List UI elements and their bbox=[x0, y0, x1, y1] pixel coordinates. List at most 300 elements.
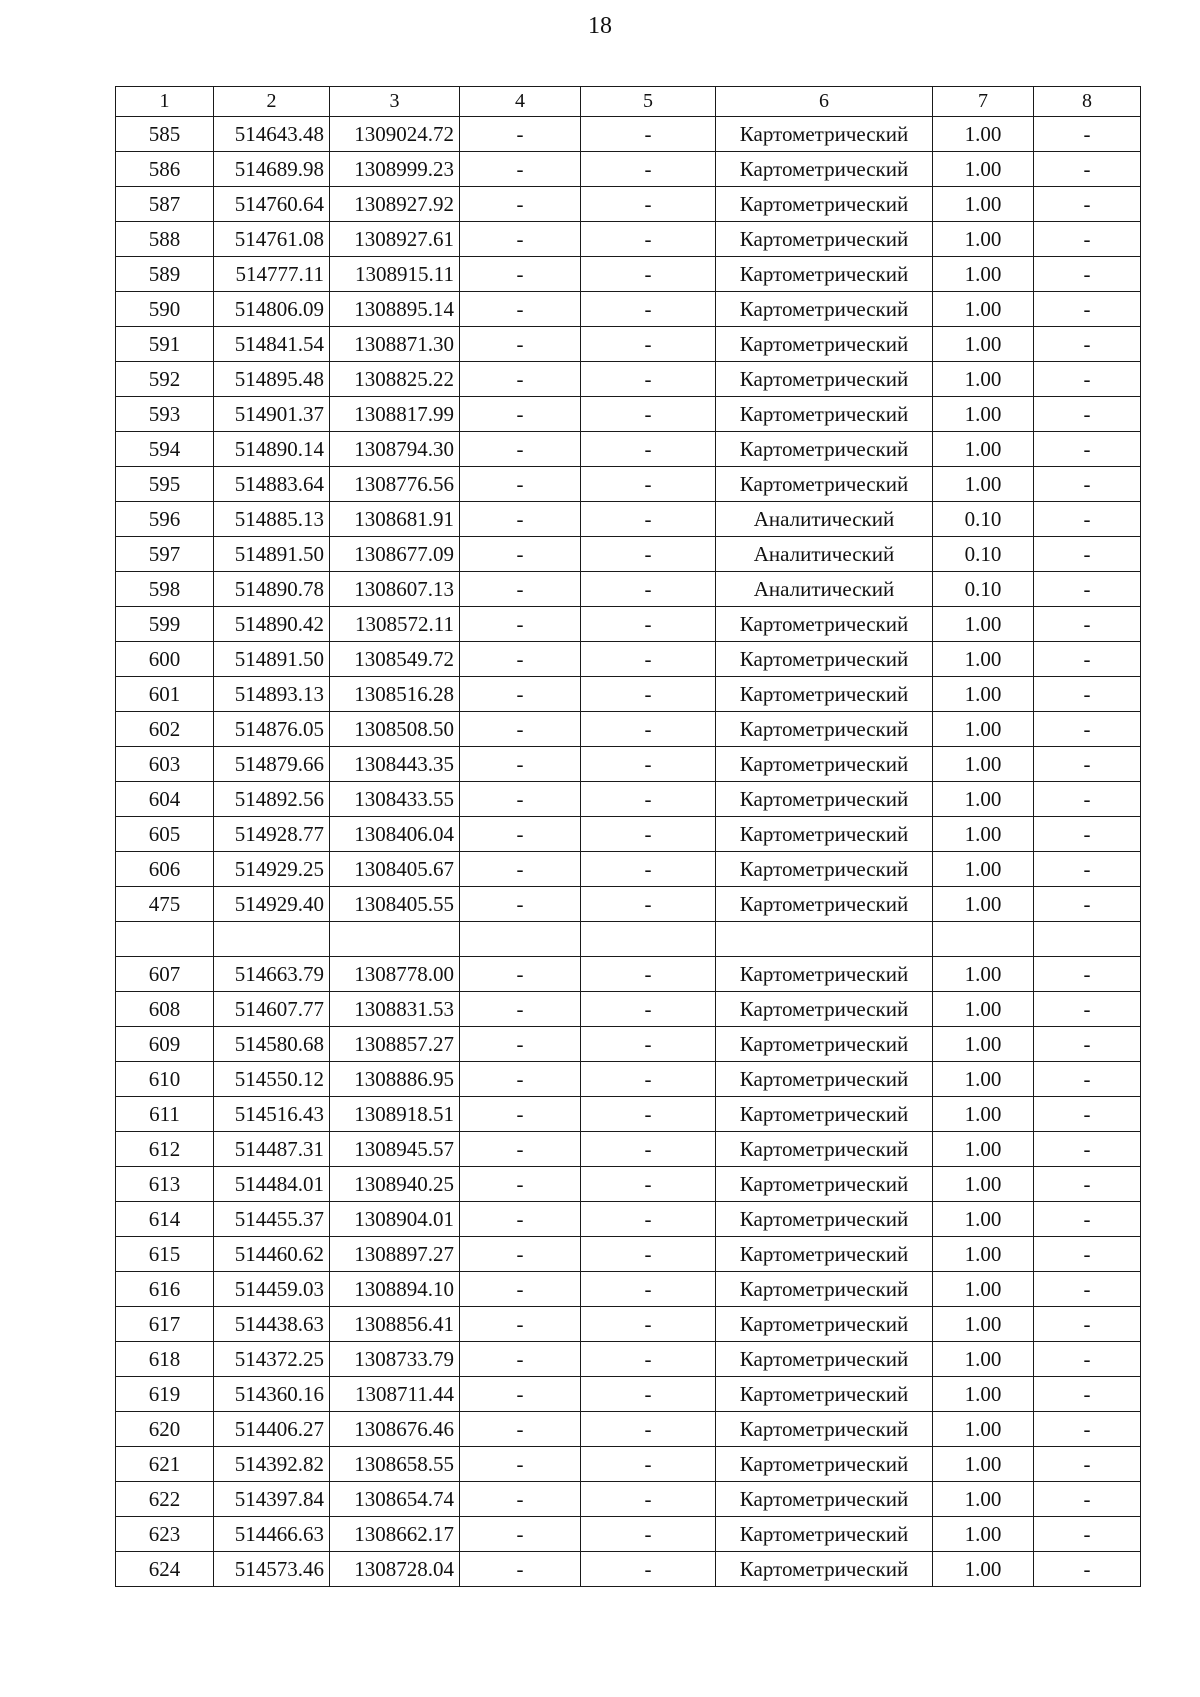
x-coordinate-cell: 514928.77 bbox=[214, 817, 330, 852]
col-4-value-cell: - bbox=[460, 782, 581, 817]
method-cell: Картометрический bbox=[716, 1237, 933, 1272]
accuracy-cell: 1.00 bbox=[933, 852, 1034, 887]
page-number: 18 bbox=[588, 13, 612, 39]
x-coordinate-cell: 514550.12 bbox=[214, 1062, 330, 1097]
accuracy-cell: 1.00 bbox=[933, 292, 1034, 327]
col-4-value-cell: - bbox=[460, 1132, 581, 1167]
table-row bbox=[116, 1237, 1141, 1272]
col-4-value-cell: - bbox=[460, 572, 581, 607]
accuracy-cell: 1.00 bbox=[933, 887, 1034, 922]
col-8-value-cell: - bbox=[1034, 607, 1141, 642]
x-coordinate-cell: 514372.25 bbox=[214, 1342, 330, 1377]
accuracy-cell: 1.00 bbox=[933, 1167, 1034, 1202]
table-row bbox=[116, 257, 1141, 292]
column-header-3: 3 bbox=[330, 87, 460, 117]
col-5-value-cell: - bbox=[581, 607, 716, 642]
col-4-value-cell: - bbox=[460, 1167, 581, 1202]
method-cell: Картометрический bbox=[716, 992, 933, 1027]
x-coordinate-cell: 514891.50 bbox=[214, 537, 330, 572]
y-coordinate-cell: 1308894.10 bbox=[330, 1272, 460, 1307]
y-coordinate-cell: 1308733.79 bbox=[330, 1342, 460, 1377]
point-number-cell: 606 bbox=[116, 852, 214, 887]
col-8-value-cell: - bbox=[1034, 782, 1141, 817]
col-4-value-cell: - bbox=[460, 222, 581, 257]
col-8-value-cell: - bbox=[1034, 1552, 1141, 1587]
table-row bbox=[116, 1342, 1141, 1377]
x-coordinate-cell: 514663.79 bbox=[214, 957, 330, 992]
col-5-value-cell: - bbox=[581, 432, 716, 467]
col-8-value-cell: - bbox=[1034, 1482, 1141, 1517]
col-5-value-cell: - bbox=[581, 222, 716, 257]
col-8-value-cell: - bbox=[1034, 1377, 1141, 1412]
method-cell: Картометрический bbox=[716, 117, 933, 152]
method-cell: Картометрический bbox=[716, 1097, 933, 1132]
method-cell: Картометрический bbox=[716, 747, 933, 782]
x-coordinate-cell: 514607.77 bbox=[214, 992, 330, 1027]
table-row bbox=[116, 992, 1141, 1027]
point-number-cell: 599 bbox=[116, 607, 214, 642]
x-coordinate-cell: 514893.13 bbox=[214, 677, 330, 712]
y-coordinate-cell: 1308776.56 bbox=[330, 467, 460, 502]
accuracy-cell: 1.00 bbox=[933, 362, 1034, 397]
col-4-value-cell: - bbox=[460, 1202, 581, 1237]
method-cell: Картометрический bbox=[716, 1027, 933, 1062]
method-cell: Картометрический bbox=[716, 467, 933, 502]
method-cell: Картометрический bbox=[716, 1377, 933, 1412]
accuracy-cell: 1.00 bbox=[933, 432, 1034, 467]
y-coordinate-cell: 1308871.30 bbox=[330, 327, 460, 362]
accuracy-cell: 0.10 bbox=[933, 502, 1034, 537]
col-4-value-cell: - bbox=[460, 292, 581, 327]
y-coordinate-cell: 1308677.09 bbox=[330, 537, 460, 572]
column-header-6: 6 bbox=[716, 87, 933, 117]
col-4-value-cell: - bbox=[460, 327, 581, 362]
y-coordinate-cell: 1308895.14 bbox=[330, 292, 460, 327]
method-cell: Картометрический bbox=[716, 887, 933, 922]
accuracy-cell: 1.00 bbox=[933, 1482, 1034, 1517]
table-row bbox=[116, 572, 1141, 607]
col-4-value-cell: - bbox=[460, 992, 581, 1027]
method-cell: Картометрический bbox=[716, 1552, 933, 1587]
point-number-cell: 587 bbox=[116, 187, 214, 222]
col-4-value-cell: - bbox=[460, 607, 581, 642]
col-4-value-cell: - bbox=[460, 1272, 581, 1307]
accuracy-cell: 0.10 bbox=[933, 537, 1034, 572]
point-number-cell: 611 bbox=[116, 1097, 214, 1132]
col-5-value-cell: - bbox=[581, 677, 716, 712]
coordinates-table bbox=[115, 86, 1141, 1587]
y-coordinate-cell: 1308778.00 bbox=[330, 957, 460, 992]
accuracy-cell: 1.00 bbox=[933, 782, 1034, 817]
col-5-value-cell: - bbox=[581, 782, 716, 817]
col-8-value-cell: - bbox=[1034, 1307, 1141, 1342]
y-coordinate-cell: 1308927.61 bbox=[330, 222, 460, 257]
col-4-value-cell: - bbox=[460, 362, 581, 397]
col-8-value-cell: - bbox=[1034, 537, 1141, 572]
table-row bbox=[116, 1552, 1141, 1587]
x-coordinate-cell: 514879.66 bbox=[214, 747, 330, 782]
point-number-cell: 607 bbox=[116, 957, 214, 992]
accuracy-cell: 1.00 bbox=[933, 1272, 1034, 1307]
y-coordinate-cell: 1308945.57 bbox=[330, 1132, 460, 1167]
col-5-value-cell: - bbox=[581, 992, 716, 1027]
table-row bbox=[116, 1377, 1141, 1412]
x-coordinate-cell: 514438.63 bbox=[214, 1307, 330, 1342]
x-coordinate-cell: 514643.48 bbox=[214, 117, 330, 152]
col-5-value-cell: - bbox=[581, 1167, 716, 1202]
col-5-value-cell: - bbox=[581, 502, 716, 537]
accuracy-cell: 1.00 bbox=[933, 642, 1034, 677]
col-4-value-cell: - bbox=[460, 1237, 581, 1272]
col-4-value-cell: - bbox=[460, 187, 581, 222]
col-5-value-cell: - bbox=[581, 537, 716, 572]
y-coordinate-cell: 1308794.30 bbox=[330, 432, 460, 467]
col-8-value-cell: - bbox=[1034, 1237, 1141, 1272]
point-number-cell bbox=[116, 922, 214, 957]
accuracy-cell: 1.00 bbox=[933, 1412, 1034, 1447]
accuracy-cell: 1.00 bbox=[933, 397, 1034, 432]
accuracy-cell: 1.00 bbox=[933, 1307, 1034, 1342]
y-coordinate-cell: 1308516.28 bbox=[330, 677, 460, 712]
accuracy-cell: 1.00 bbox=[933, 1132, 1034, 1167]
y-coordinate-cell: 1308857.27 bbox=[330, 1027, 460, 1062]
col-4-value-cell: - bbox=[460, 1027, 581, 1062]
point-number-cell: 622 bbox=[116, 1482, 214, 1517]
col-8-value-cell: - bbox=[1034, 327, 1141, 362]
method-cell: Картометрический bbox=[716, 957, 933, 992]
point-number-cell: 620 bbox=[116, 1412, 214, 1447]
table-row bbox=[116, 187, 1141, 222]
col-5-value-cell: - bbox=[581, 887, 716, 922]
col-4-value-cell: - bbox=[460, 1377, 581, 1412]
col-5-value-cell bbox=[581, 922, 716, 957]
col-8-value-cell: - bbox=[1034, 957, 1141, 992]
col-5-value-cell: - bbox=[581, 1482, 716, 1517]
accuracy-cell: 1.00 bbox=[933, 222, 1034, 257]
col-5-value-cell: - bbox=[581, 1447, 716, 1482]
accuracy-cell: 1.00 bbox=[933, 747, 1034, 782]
column-header-4: 4 bbox=[460, 87, 581, 117]
table-row bbox=[116, 1517, 1141, 1552]
accuracy-cell: 1.00 bbox=[933, 607, 1034, 642]
x-coordinate-cell: 514929.40 bbox=[214, 887, 330, 922]
table-row bbox=[116, 1167, 1141, 1202]
method-cell: Картометрический bbox=[716, 1342, 933, 1377]
col-8-value-cell: - bbox=[1034, 852, 1141, 887]
method-cell: Картометрический bbox=[716, 362, 933, 397]
y-coordinate-cell: 1308831.53 bbox=[330, 992, 460, 1027]
point-number-cell: 603 bbox=[116, 747, 214, 782]
x-coordinate-cell bbox=[214, 922, 330, 957]
method-cell: Картометрический bbox=[716, 187, 933, 222]
col-4-value-cell bbox=[460, 922, 581, 957]
accuracy-cell: 1.00 bbox=[933, 1552, 1034, 1587]
col-5-value-cell: - bbox=[581, 1132, 716, 1167]
point-number-cell: 604 bbox=[116, 782, 214, 817]
point-number-cell: 598 bbox=[116, 572, 214, 607]
col-5-value-cell: - bbox=[581, 642, 716, 677]
method-cell: Картометрический bbox=[716, 1062, 933, 1097]
table-row bbox=[116, 712, 1141, 747]
x-coordinate-cell: 514573.46 bbox=[214, 1552, 330, 1587]
y-coordinate-cell: 1308856.41 bbox=[330, 1307, 460, 1342]
method-cell: Картометрический bbox=[716, 642, 933, 677]
col-8-value-cell: - bbox=[1034, 887, 1141, 922]
col-4-value-cell: - bbox=[460, 1307, 581, 1342]
col-8-value-cell: - bbox=[1034, 152, 1141, 187]
method-cell: Картометрический bbox=[716, 1517, 933, 1552]
table-row bbox=[116, 957, 1141, 992]
x-coordinate-cell: 514777.11 bbox=[214, 257, 330, 292]
col-5-value-cell: - bbox=[581, 467, 716, 502]
method-cell: Аналитический bbox=[716, 572, 933, 607]
accuracy-cell: 1.00 bbox=[933, 257, 1034, 292]
x-coordinate-cell: 514466.63 bbox=[214, 1517, 330, 1552]
column-header-2: 2 bbox=[214, 87, 330, 117]
column-header-5: 5 bbox=[581, 87, 716, 117]
method-cell: Картометрический bbox=[716, 677, 933, 712]
accuracy-cell: 1.00 bbox=[933, 992, 1034, 1027]
col-4-value-cell: - bbox=[460, 1342, 581, 1377]
accuracy-cell: 1.00 bbox=[933, 1447, 1034, 1482]
table-row bbox=[116, 1132, 1141, 1167]
table-row bbox=[116, 1272, 1141, 1307]
col-5-value-cell: - bbox=[581, 957, 716, 992]
point-number-cell: 585 bbox=[116, 117, 214, 152]
accuracy-cell: 1.00 bbox=[933, 1027, 1034, 1062]
col-5-value-cell: - bbox=[581, 292, 716, 327]
table-row bbox=[116, 677, 1141, 712]
column-header-7: 7 bbox=[933, 87, 1034, 117]
col-8-value-cell: - bbox=[1034, 222, 1141, 257]
table-body bbox=[116, 117, 1141, 1587]
col-8-value-cell: - bbox=[1034, 292, 1141, 327]
col-4-value-cell: - bbox=[460, 1517, 581, 1552]
column-header-8: 8 bbox=[1034, 87, 1141, 117]
y-coordinate-cell: 1308549.72 bbox=[330, 642, 460, 677]
col-5-value-cell: - bbox=[581, 362, 716, 397]
method-cell: Картометрический bbox=[716, 1167, 933, 1202]
col-4-value-cell: - bbox=[460, 152, 581, 187]
col-8-value-cell: - bbox=[1034, 397, 1141, 432]
col-8-value-cell: - bbox=[1034, 642, 1141, 677]
col-8-value-cell: - bbox=[1034, 1097, 1141, 1132]
col-8-value-cell: - bbox=[1034, 1342, 1141, 1377]
col-8-value-cell: - bbox=[1034, 187, 1141, 222]
table-row bbox=[116, 1307, 1141, 1342]
x-coordinate-cell: 514689.98 bbox=[214, 152, 330, 187]
table-row bbox=[116, 607, 1141, 642]
method-cell: Картометрический bbox=[716, 432, 933, 467]
col-5-value-cell: - bbox=[581, 1202, 716, 1237]
table-header bbox=[116, 87, 1141, 117]
col-4-value-cell: - bbox=[460, 1097, 581, 1132]
table-row bbox=[116, 397, 1141, 432]
col-4-value-cell: - bbox=[460, 817, 581, 852]
point-number-cell: 600 bbox=[116, 642, 214, 677]
col-8-value-cell: - bbox=[1034, 572, 1141, 607]
col-4-value-cell: - bbox=[460, 852, 581, 887]
y-coordinate-cell: 1308508.50 bbox=[330, 712, 460, 747]
col-4-value-cell: - bbox=[460, 677, 581, 712]
method-cell: Картометрический bbox=[716, 1482, 933, 1517]
y-coordinate-cell: 1308572.11 bbox=[330, 607, 460, 642]
x-coordinate-cell: 514455.37 bbox=[214, 1202, 330, 1237]
method-cell: Картометрический bbox=[716, 1202, 933, 1237]
col-4-value-cell: - bbox=[460, 432, 581, 467]
table-row bbox=[116, 502, 1141, 537]
col-8-value-cell: - bbox=[1034, 1447, 1141, 1482]
table-row bbox=[116, 152, 1141, 187]
col-8-value-cell: - bbox=[1034, 432, 1141, 467]
point-number-cell: 597 bbox=[116, 537, 214, 572]
point-number-cell: 593 bbox=[116, 397, 214, 432]
col-5-value-cell: - bbox=[581, 817, 716, 852]
table-row bbox=[116, 1447, 1141, 1482]
accuracy-cell: 1.00 bbox=[933, 817, 1034, 852]
y-coordinate-cell: 1308927.92 bbox=[330, 187, 460, 222]
method-cell: Картометрический bbox=[716, 817, 933, 852]
point-number-cell: 613 bbox=[116, 1167, 214, 1202]
table-row bbox=[116, 117, 1141, 152]
y-coordinate-cell: 1308817.99 bbox=[330, 397, 460, 432]
method-cell: Картометрический bbox=[716, 327, 933, 362]
col-8-value-cell: - bbox=[1034, 1167, 1141, 1202]
col-4-value-cell: - bbox=[460, 467, 581, 502]
method-cell bbox=[716, 922, 933, 957]
col-4-value-cell: - bbox=[460, 397, 581, 432]
col-8-value-cell: - bbox=[1034, 502, 1141, 537]
y-coordinate-cell: 1308886.95 bbox=[330, 1062, 460, 1097]
y-coordinate-cell: 1308681.91 bbox=[330, 502, 460, 537]
accuracy-cell: 1.00 bbox=[933, 152, 1034, 187]
y-coordinate-cell: 1308904.01 bbox=[330, 1202, 460, 1237]
x-coordinate-cell: 514806.09 bbox=[214, 292, 330, 327]
table-row bbox=[116, 432, 1141, 467]
method-cell: Аналитический bbox=[716, 502, 933, 537]
col-5-value-cell: - bbox=[581, 747, 716, 782]
point-number-cell: 605 bbox=[116, 817, 214, 852]
col-5-value-cell: - bbox=[581, 572, 716, 607]
accuracy-cell: 1.00 bbox=[933, 187, 1034, 222]
x-coordinate-cell: 514883.64 bbox=[214, 467, 330, 502]
point-number-cell: 592 bbox=[116, 362, 214, 397]
x-coordinate-cell: 514392.82 bbox=[214, 1447, 330, 1482]
point-number-cell: 588 bbox=[116, 222, 214, 257]
y-coordinate-cell: 1308825.22 bbox=[330, 362, 460, 397]
col-8-value-cell: - bbox=[1034, 747, 1141, 782]
table-row bbox=[116, 1202, 1141, 1237]
col-4-value-cell: - bbox=[460, 1062, 581, 1097]
col-5-value-cell: - bbox=[581, 1517, 716, 1552]
x-coordinate-cell: 514406.27 bbox=[214, 1412, 330, 1447]
col-5-value-cell: - bbox=[581, 1272, 716, 1307]
x-coordinate-cell: 514891.50 bbox=[214, 642, 330, 677]
method-cell: Картометрический bbox=[716, 1447, 933, 1482]
col-8-value-cell: - bbox=[1034, 257, 1141, 292]
y-coordinate-cell bbox=[330, 922, 460, 957]
x-coordinate-cell: 514516.43 bbox=[214, 1097, 330, 1132]
col-5-value-cell: - bbox=[581, 1097, 716, 1132]
col-8-value-cell: - bbox=[1034, 1517, 1141, 1552]
accuracy-cell: 1.00 bbox=[933, 957, 1034, 992]
method-cell: Картометрический bbox=[716, 292, 933, 327]
accuracy-cell: 1.00 bbox=[933, 677, 1034, 712]
x-coordinate-cell: 514580.68 bbox=[214, 1027, 330, 1062]
col-5-value-cell: - bbox=[581, 1307, 716, 1342]
point-number-cell: 595 bbox=[116, 467, 214, 502]
accuracy-cell: 1.00 bbox=[933, 327, 1034, 362]
y-coordinate-cell: 1308433.55 bbox=[330, 782, 460, 817]
col-8-value-cell: - bbox=[1034, 1027, 1141, 1062]
point-number-cell: 614 bbox=[116, 1202, 214, 1237]
col-8-value-cell: - bbox=[1034, 1272, 1141, 1307]
col-5-value-cell: - bbox=[581, 187, 716, 222]
col-8-value-cell: - bbox=[1034, 817, 1141, 852]
col-5-value-cell: - bbox=[581, 712, 716, 747]
col-8-value-cell: - bbox=[1034, 712, 1141, 747]
point-number-cell: 621 bbox=[116, 1447, 214, 1482]
col-4-value-cell: - bbox=[460, 1447, 581, 1482]
method-cell: Картометрический bbox=[716, 712, 933, 747]
accuracy-cell bbox=[933, 922, 1034, 957]
table-row bbox=[116, 747, 1141, 782]
accuracy-cell: 1.00 bbox=[933, 1342, 1034, 1377]
y-coordinate-cell: 1308897.27 bbox=[330, 1237, 460, 1272]
col-4-value-cell: - bbox=[460, 957, 581, 992]
accuracy-cell: 1.00 bbox=[933, 1377, 1034, 1412]
point-number-cell: 590 bbox=[116, 292, 214, 327]
accuracy-cell: 0.10 bbox=[933, 572, 1034, 607]
x-coordinate-cell: 514890.78 bbox=[214, 572, 330, 607]
x-coordinate-cell: 514929.25 bbox=[214, 852, 330, 887]
col-4-value-cell: - bbox=[460, 117, 581, 152]
point-number-cell: 601 bbox=[116, 677, 214, 712]
y-coordinate-cell: 1308607.13 bbox=[330, 572, 460, 607]
col-4-value-cell: - bbox=[460, 537, 581, 572]
y-coordinate-cell: 1308662.17 bbox=[330, 1517, 460, 1552]
x-coordinate-cell: 514841.54 bbox=[214, 327, 330, 362]
method-cell: Картометрический bbox=[716, 852, 933, 887]
table-row bbox=[116, 1027, 1141, 1062]
method-cell: Картометрический bbox=[716, 1132, 933, 1167]
col-5-value-cell: - bbox=[581, 152, 716, 187]
col-5-value-cell: - bbox=[581, 1237, 716, 1272]
table-row bbox=[116, 1412, 1141, 1447]
col-5-value-cell: - bbox=[581, 1062, 716, 1097]
point-number-cell: 609 bbox=[116, 1027, 214, 1062]
x-coordinate-cell: 514876.05 bbox=[214, 712, 330, 747]
col-8-value-cell: - bbox=[1034, 1202, 1141, 1237]
col-5-value-cell: - bbox=[581, 1027, 716, 1062]
col-8-value-cell: - bbox=[1034, 117, 1141, 152]
y-coordinate-cell: 1308654.74 bbox=[330, 1482, 460, 1517]
col-5-value-cell: - bbox=[581, 257, 716, 292]
col-4-value-cell: - bbox=[460, 502, 581, 537]
accuracy-cell: 1.00 bbox=[933, 117, 1034, 152]
col-4-value-cell: - bbox=[460, 1482, 581, 1517]
accuracy-cell: 1.00 bbox=[933, 1517, 1034, 1552]
x-coordinate-cell: 514760.64 bbox=[214, 187, 330, 222]
col-8-value-cell: - bbox=[1034, 1132, 1141, 1167]
table-row bbox=[116, 537, 1141, 572]
point-number-cell: 616 bbox=[116, 1272, 214, 1307]
x-coordinate-cell: 514397.84 bbox=[214, 1482, 330, 1517]
point-number-cell: 589 bbox=[116, 257, 214, 292]
table-row bbox=[116, 817, 1141, 852]
col-8-value-cell: - bbox=[1034, 677, 1141, 712]
col-5-value-cell: - bbox=[581, 1552, 716, 1587]
